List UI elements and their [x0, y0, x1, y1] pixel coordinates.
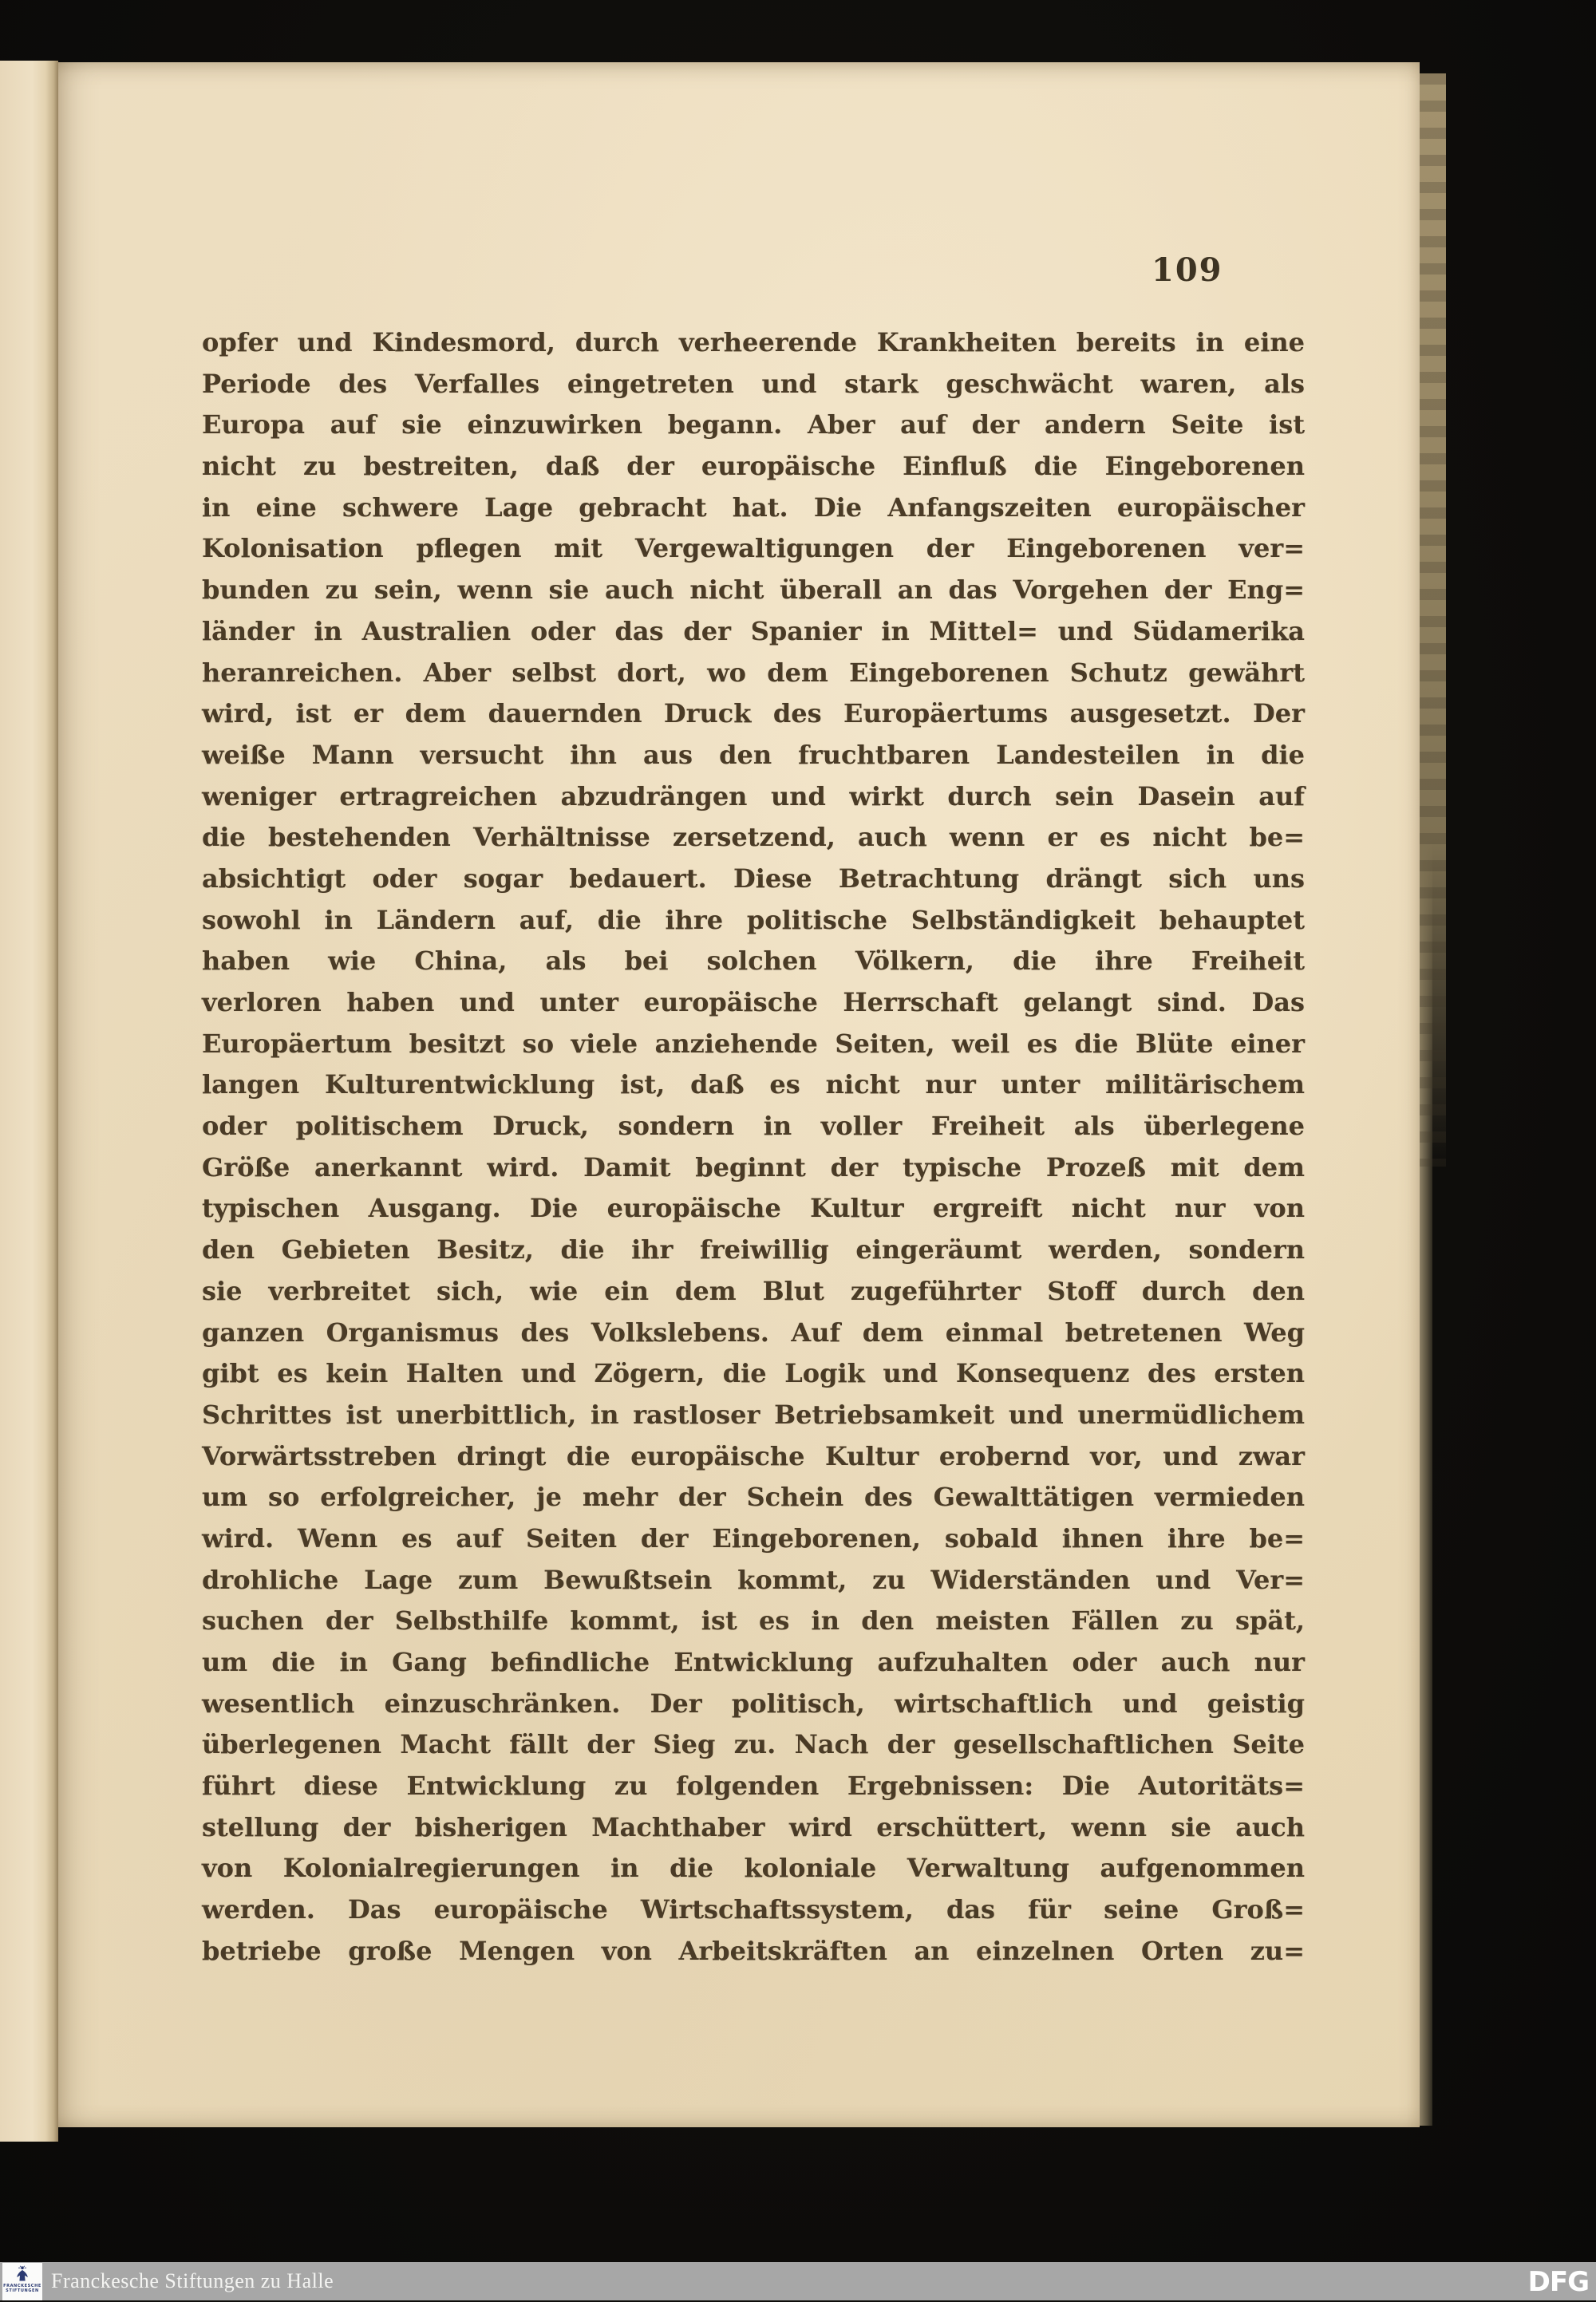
text-line: führt diese Entwicklung zu folgenden Ergebnissen: Die Autoritäts=	[202, 1771, 1305, 1802]
text-line: langen Kulturentwicklung ist, daß es nicht nur unter militärischem	[202, 1069, 1305, 1100]
text-line: von Kolonialregierungen in die koloniale Verwaltung aufgenommen	[202, 1853, 1305, 1884]
logo-caption-line2: STIFTUNGEN	[6, 2288, 39, 2293]
text-line: wird. Wenn es auf Seiten der Eingeborenen, sobald ihnen ihre be=	[202, 1522, 1305, 1554]
text-line: opfer und Kindesmord, durch verheerende Krankheiten bereits in eine	[202, 327, 1305, 357]
text-line: weniger ertragreichen abzudrängen und wirkt durch sein Dasein auf	[202, 780, 1305, 811]
adjacent-page-edge	[0, 61, 58, 2142]
text-line: überlegenen Macht fällt der Sieg zu. Nach der gesellschaftlichen Seite	[202, 1729, 1305, 1760]
text-line: absichtigt oder sogar bedauert. Diese Betrachtung drängt sich uns	[202, 863, 1305, 894]
eagle-sun-icon	[12, 2265, 33, 2283]
text-line: drohliche Lage zum Bewußtsein kommt, zu Widerständen und Ver=	[202, 1564, 1305, 1595]
text-line: länder in Australien oder das der Spanier in Mittel= und Südamerika	[202, 615, 1305, 646]
text-line: suchen der Selbsthilfe kommt, ist es in den meisten Fällen zu spät,	[202, 1605, 1305, 1637]
text-line: wesentlich einzuschränken. Der politisch, wirtschaftlich und geistig	[202, 1688, 1305, 1719]
text-line: betriebe große Mengen von Arbeitskräften an einzelnen Orten zu=	[202, 1935, 1305, 1966]
text-line: Europa auf sie einzuwirken begann. Aber auf der andern Seite ist	[202, 409, 1305, 440]
logo-caption-line1: FRANCKESCHE	[3, 2284, 41, 2288]
text-line: stellung der bisherigen Machthaber wird erschüttert, wenn sie auch	[202, 1811, 1305, 1842]
logo-caption	[3, 2284, 41, 2293]
text-line: Größe anerkannt wird. Damit beginnt der typische Prozeß mit dem	[202, 1151, 1305, 1183]
text-line: heranreichen. Aber selbst dort, wo dem Eingeborenen Schutz gewährt	[202, 657, 1305, 688]
text-line: in eine schwere Lage gebracht hat. Die Anfangszeiten europäischer	[202, 492, 1305, 523]
page-number: 109	[1152, 251, 1223, 289]
text-line: oder politischem Druck, sondern in voller Freiheit als überlegene	[202, 1111, 1305, 1142]
text-line: bunden zu sein, wenn sie auch nicht überall an das Vorgehen der Eng=	[202, 575, 1305, 606]
franckesche-stiftungen-logo	[2, 2263, 42, 2300]
institution-name: Franckesche Stiftungen zu Halle	[51, 2269, 334, 2292]
text-line: werden. Das europäische Wirtschaftssystem, das für seine Groß=	[202, 1894, 1305, 1925]
text-line: weiße Mann versucht ihn aus den fruchtbaren Landesteilen in die	[202, 739, 1305, 770]
text-line: wird, ist er dem dauernden Druck des Europäertums ausgesetzt. Der	[202, 698, 1305, 729]
text-line: die bestehenden Verhältnisse zersetzend, auch wenn er es nicht be=	[202, 822, 1305, 853]
text-line: nicht zu bestreiten, daß der europäische Einfluß die Eingeborenen	[202, 451, 1305, 482]
text-line: um die in Gang befindliche Entwicklung aufzuhalten oder auch nur	[202, 1647, 1305, 1677]
text-line: um so erfolgreicher, je mehr der Schein des Gewalttätigen vermieden	[202, 1482, 1305, 1513]
text-line: Kolonisation pflegen mit Vergewaltigungen der Eingeborenen ver=	[202, 533, 1305, 564]
text-line: typischen Ausgang. Die europäische Kultur ergreift nicht nur von	[202, 1193, 1305, 1224]
text-line: verloren haben und unter europäische Herrschaft gelangt sind. Das	[202, 987, 1305, 1017]
text-line: ganzen Organismus des Volkslebens. Auf dem einmal betretenen Weg	[202, 1317, 1305, 1348]
text-line: Europäertum besitzt so viele anziehende Seiten, weil es die Blüte einer	[202, 1028, 1305, 1059]
book-page	[58, 62, 1420, 2127]
text-line: haben wie China, als bei solchen Völkern, die ihre Freiheit	[202, 946, 1305, 977]
text-line: den Gebieten Besitz, die ihr freiwillig eingeräumt werden, sondern	[202, 1234, 1305, 1266]
text-line: Schrittes ist unerbittlich, in rastloser Betriebsamkeit und unermüdlichem	[202, 1399, 1305, 1430]
viewer-footer-bar	[0, 2262, 1596, 2300]
dfg-logo: DFG	[1527, 2266, 1589, 2298]
text-line: sie verbreitet sich, wie ein dem Blut zugeführter Stoff durch den	[202, 1275, 1305, 1306]
text-line: gibt es kein Halten und Zögern, die Logik und Konsequenz des ersten	[202, 1358, 1305, 1389]
text-line: sowohl in Ländern auf, die ihre politische Selbständigkeit behauptet	[202, 904, 1305, 935]
text-line: Periode des Verfalles eingetreten und stark geschwächt waren, als	[202, 368, 1305, 399]
body-text	[202, 322, 1305, 1972]
book-fore-edge	[1420, 73, 1446, 1167]
text-line: Vorwärtsstreben dringt die europäische Kultur erobernd vor, und zwar	[202, 1440, 1305, 1471]
